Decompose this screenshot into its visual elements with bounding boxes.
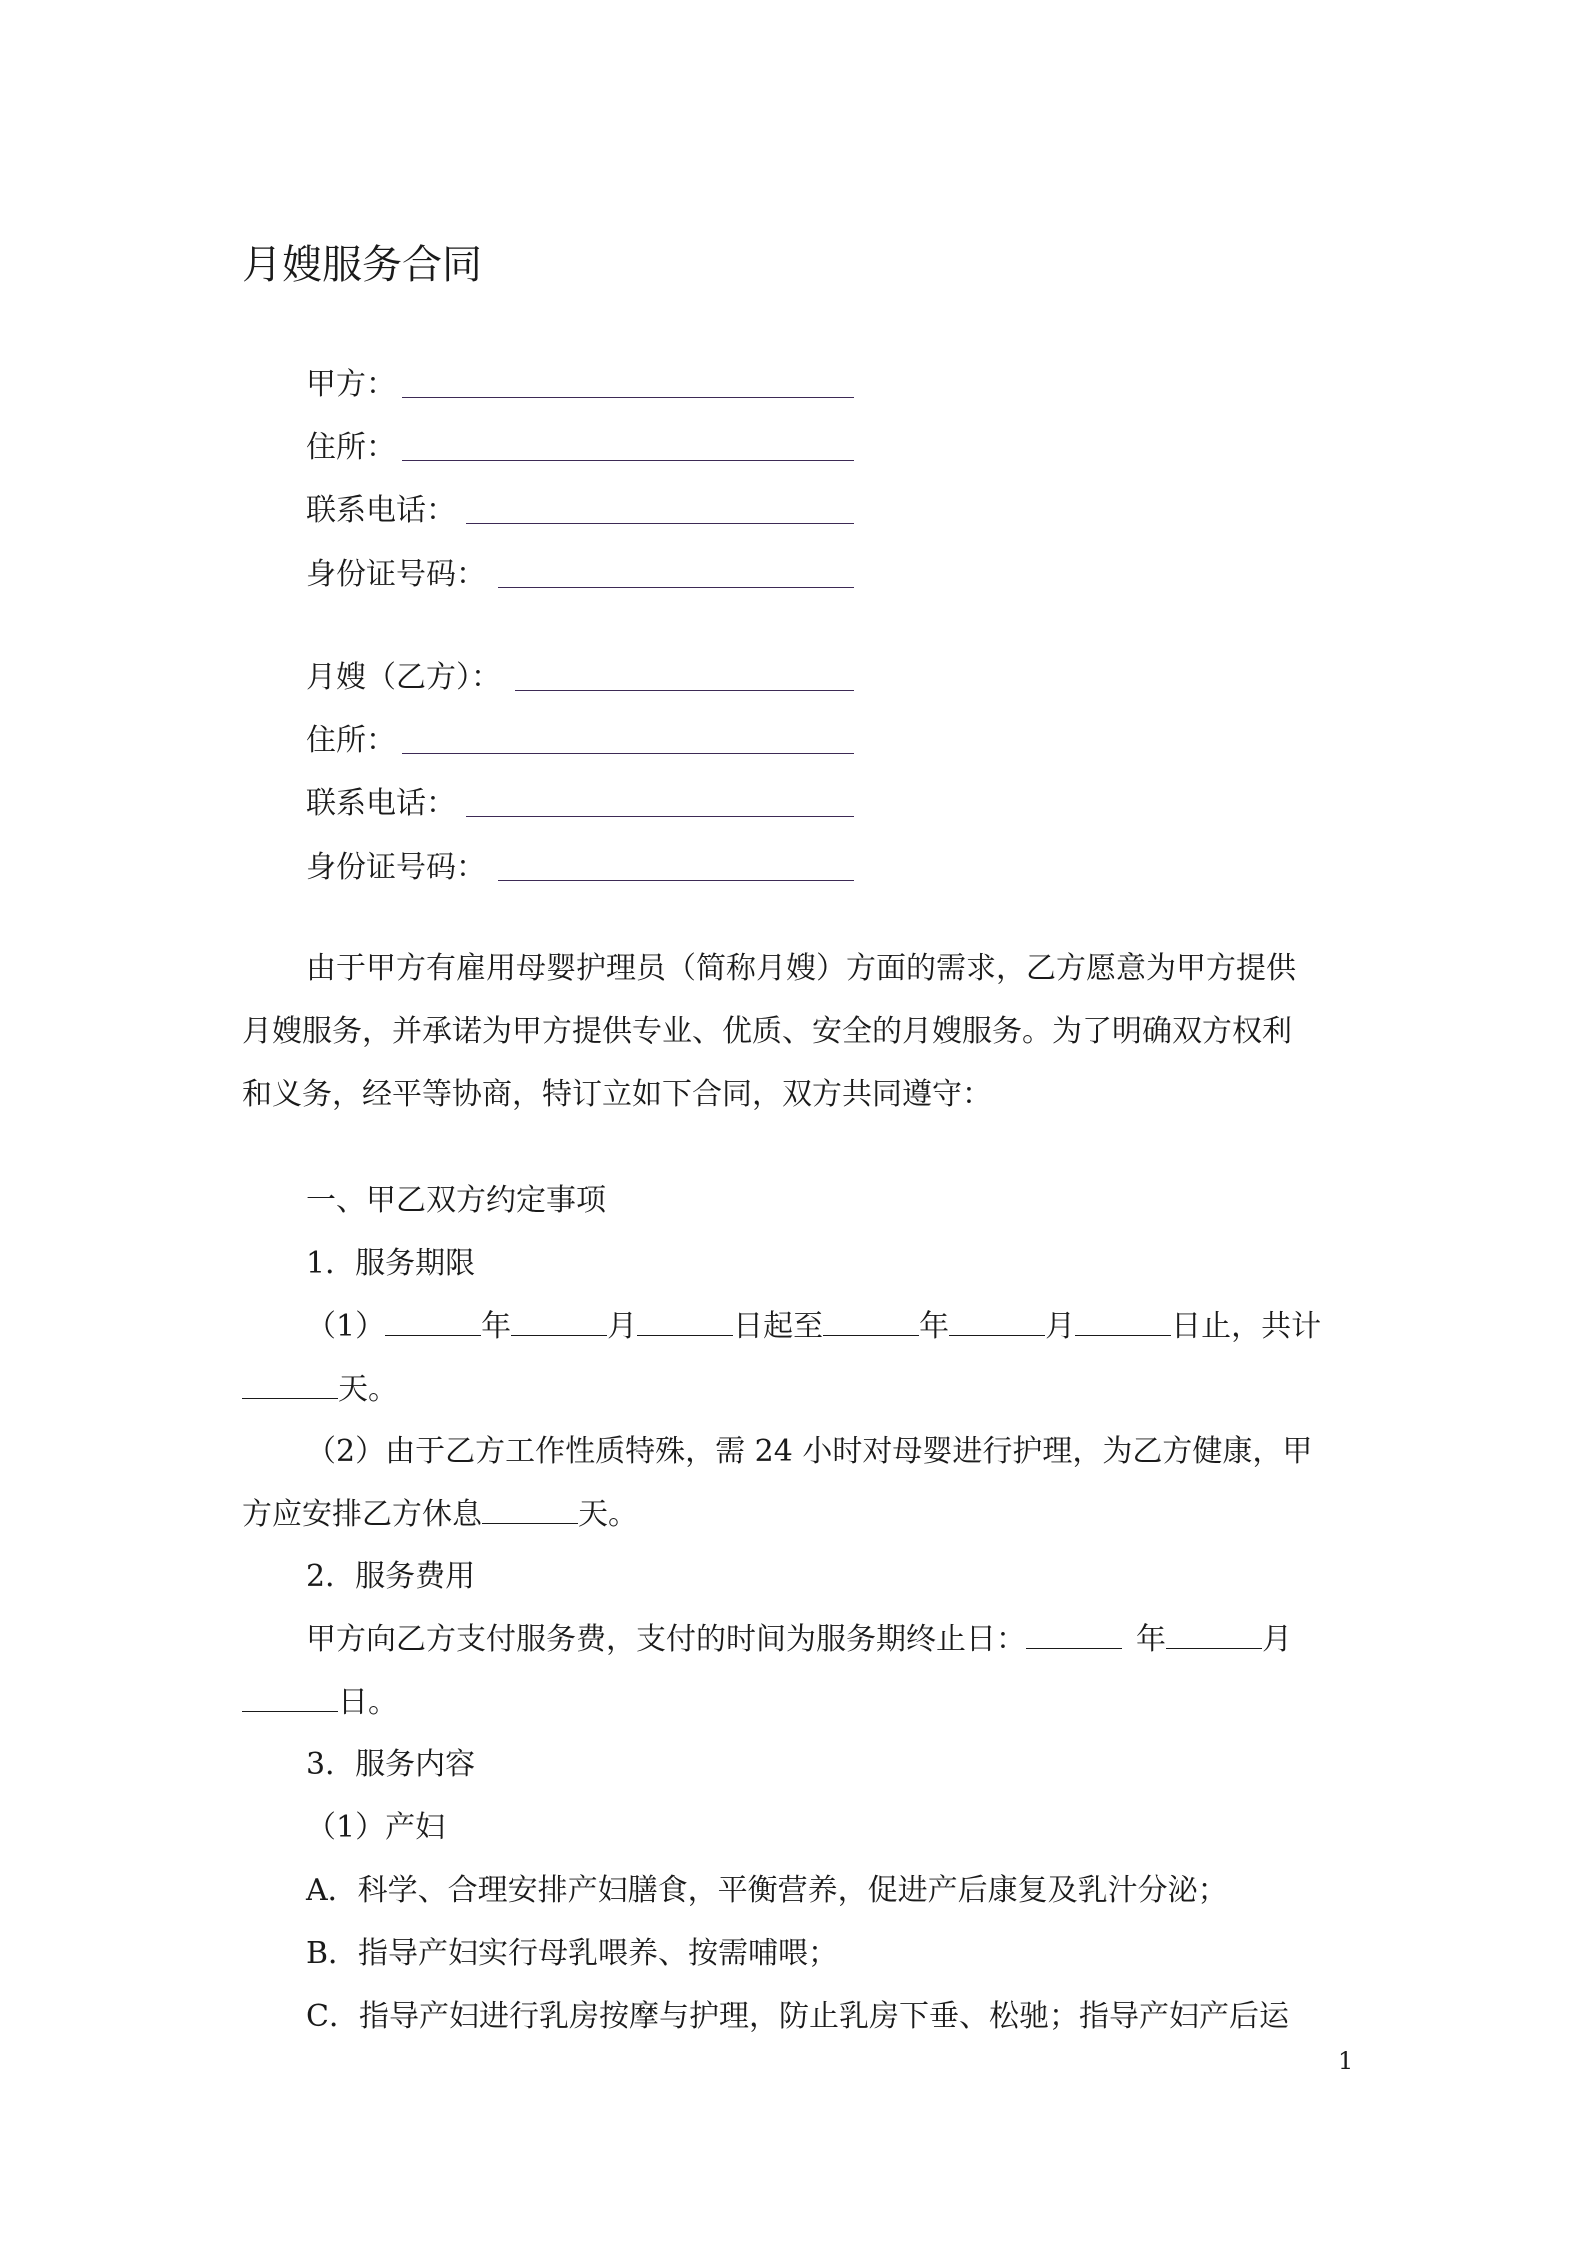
start-month-field[interactable] bbox=[511, 1307, 607, 1336]
party-a-phone-field[interactable] bbox=[466, 523, 854, 524]
page-number: 1 bbox=[1338, 2047, 1354, 2075]
party-a-name-label: 甲方： bbox=[306, 367, 396, 402]
party-b-address-label: 住所： bbox=[306, 723, 396, 758]
party-b-address-field[interactable] bbox=[402, 753, 854, 754]
start-day-label: 日起至 bbox=[733, 1309, 824, 1344]
clause-1-prefix: （1） bbox=[306, 1309, 386, 1344]
rest-days-suffix: 天。 bbox=[578, 1497, 638, 1532]
party-b-id-field[interactable] bbox=[498, 880, 854, 881]
service-period-total-days bbox=[242, 1370, 398, 1410]
service-content-item-a: A．科学、合理安排产妇膳食，平衡营养，促进产后康复及乳汁分泌； bbox=[306, 1873, 1228, 1908]
service-content-item-b: B．指导产妇实行母乳喂养、按需哺喂； bbox=[306, 1936, 839, 1971]
document-title: 月嫂服务合同 bbox=[242, 242, 482, 288]
rest-days-field[interactable] bbox=[482, 1495, 578, 1524]
end-month-label: 月 bbox=[1045, 1309, 1076, 1344]
end-day-field[interactable] bbox=[1075, 1307, 1171, 1336]
total-days-field[interactable] bbox=[242, 1370, 338, 1399]
service-period-clause-2-line-1: （2）由于乙方工作性质特殊，需 24 小时对母婴进行护理，为乙方健康，甲 bbox=[306, 1434, 1313, 1469]
party-b-phone-label: 联系电话： bbox=[306, 786, 456, 821]
start-month-label: 月 bbox=[607, 1309, 638, 1344]
service-fee-line-2 bbox=[242, 1683, 398, 1723]
start-year-field[interactable] bbox=[385, 1307, 481, 1336]
party-a-name-field[interactable] bbox=[402, 397, 854, 398]
fee-day-field[interactable] bbox=[242, 1683, 338, 1712]
party-a-address-field[interactable] bbox=[402, 460, 854, 461]
party-b-name-field[interactable] bbox=[515, 690, 854, 691]
item-2-heading: 2．服务费用 bbox=[306, 1559, 476, 1594]
fee-month-label: 月 bbox=[1262, 1622, 1292, 1657]
service-period-clause-1 bbox=[306, 1307, 1321, 1347]
service-fee-line-1 bbox=[306, 1620, 1292, 1660]
item-3-heading: 3．服务内容 bbox=[306, 1747, 476, 1782]
service-period-clause-2-line-2 bbox=[242, 1495, 638, 1535]
party-a-id-field[interactable] bbox=[498, 587, 854, 588]
end-month-field[interactable] bbox=[949, 1307, 1045, 1336]
total-days-suffix: 天。 bbox=[338, 1372, 398, 1407]
fee-day-suffix: 日。 bbox=[338, 1685, 398, 1720]
party-b-id-label: 身份证号码： bbox=[306, 850, 486, 885]
fee-month-field[interactable] bbox=[1166, 1620, 1262, 1649]
rest-days-prefix: 方应安排乙方休息 bbox=[242, 1497, 482, 1532]
preamble-line-2: 月嫂服务，并承诺为甲方提供专业、优质、安全的月嫂服务。为了明确双方权利 bbox=[242, 1014, 1292, 1049]
party-b-name-label: 月嫂（乙方）： bbox=[306, 660, 501, 695]
fee-year-field[interactable] bbox=[1026, 1620, 1122, 1649]
preamble-line-3: 和义务，经平等协商，特订立如下合同，双方共同遵守： bbox=[242, 1077, 992, 1112]
end-day-label: 日止，共计 bbox=[1171, 1309, 1322, 1344]
start-year-label: 年 bbox=[481, 1309, 512, 1344]
party-b-phone-field[interactable] bbox=[466, 816, 854, 817]
section-1-heading: 一、甲乙双方约定事项 bbox=[306, 1183, 606, 1218]
fee-year-label: 年 bbox=[1136, 1622, 1166, 1657]
end-year-label: 年 bbox=[919, 1309, 950, 1344]
party-a-id-label: 身份证号码： bbox=[306, 557, 486, 592]
preamble-line-1: 由于甲方有雇用母婴护理员（简称月嫂）方面的需求，乙方愿意为甲方提供 bbox=[306, 951, 1296, 986]
party-a-address-label: 住所： bbox=[306, 430, 396, 465]
service-content-sub-1: （1）产妇 bbox=[306, 1810, 446, 1845]
service-fee-prefix: 甲方向乙方支付服务费，支付的时间为服务期终止日： bbox=[306, 1622, 1026, 1657]
party-a-phone-label: 联系电话： bbox=[306, 493, 456, 528]
start-day-field[interactable] bbox=[637, 1307, 733, 1336]
end-year-field[interactable] bbox=[823, 1307, 919, 1336]
service-content-item-c: C．指导产妇进行乳房按摩与护理，防止乳房下垂、松驰；指导产妇产后运 bbox=[306, 1999, 1289, 2034]
item-1-heading: 1．服务期限 bbox=[306, 1246, 476, 1281]
